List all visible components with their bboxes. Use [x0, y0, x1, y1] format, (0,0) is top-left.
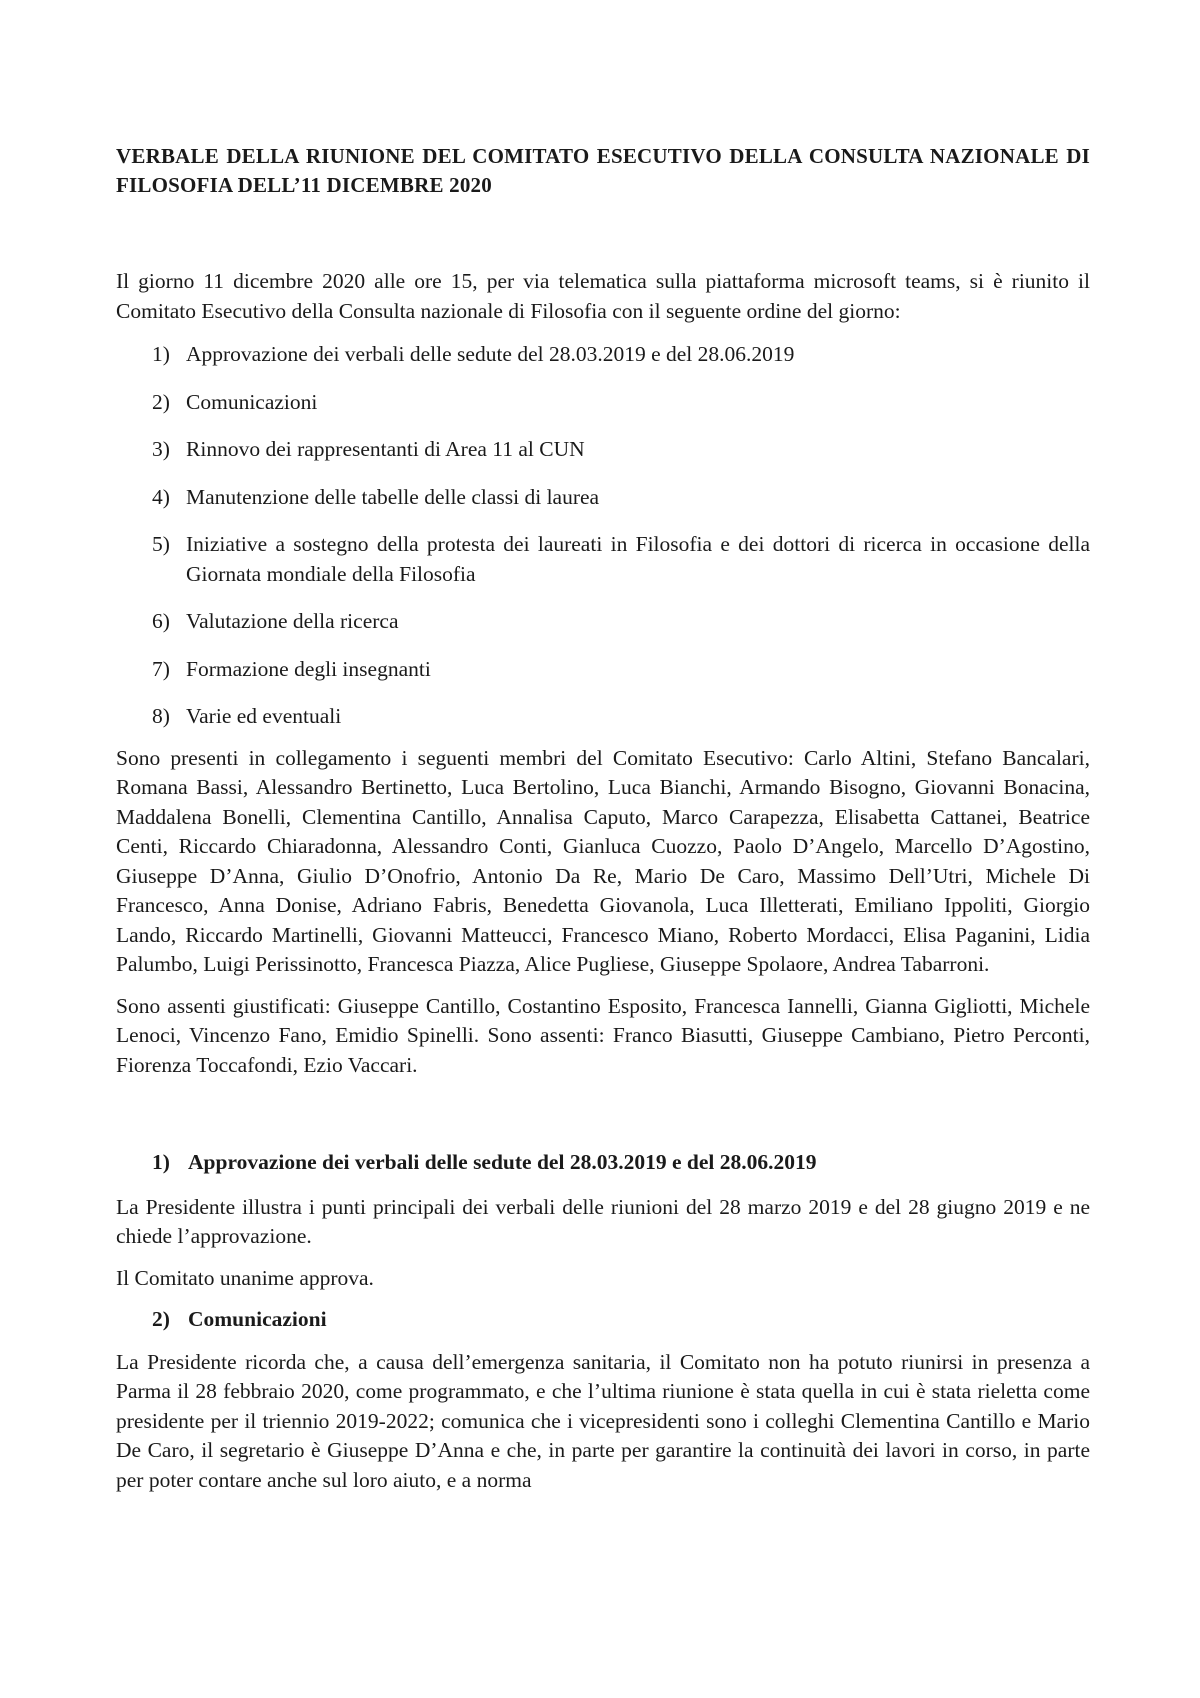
agenda-item-text: Approvazione dei verbali delle sedute del 28.03.2019 e del 28.06.2019 [186, 342, 795, 366]
document-title: VERBALE DELLA RIUNIONE DEL COMITATO ESECUTIVO DELLA CONSULTA NAZIONALE DI FILOSOFIA DELL’11 DICEMBRE 2020 [116, 144, 1090, 197]
agenda-item [116, 483, 1090, 513]
absent-members-paragraph: Sono assenti giustificati: Giuseppe Cantillo, Costantino Esposito, Francesca Iannelli, Gianna Gigliotti, Michele Lenoci, Vincenzo Fano, Emidio Spinelli. Sono assenti: Franco Biasutti, Giuseppe Cambiano, Pietro Perconti, Fiorenza Toccafondi, Ezio Vaccari. [116, 993, 1090, 1077]
section-2-number: 2) [152, 1307, 170, 1331]
agenda-item-number: 8) [152, 704, 170, 728]
section-2-heading [116, 1305, 1090, 1335]
agenda-item [116, 340, 1090, 370]
agenda-item [116, 435, 1090, 465]
section-1-title: Approvazione dei verbali delle sedute del 28.03.2019 e del 28.06.2019 [188, 1150, 817, 1174]
approval-statement: Il Comitato unanime approva. [116, 1265, 374, 1290]
section-2-paragraph: La Presidente ricorda che, a causa dell’emergenza sanitaria, il Comitato non ha potuto riunirsi in presenza a Parma il 28 febbraio 2020, come programmato, e che l’ultima riunione è stata quella in cui è stata rieletta come presidente per il triennio 2019-2022; comunica che i vicepresidenti sono i colleghi Clementina Cantillo e Mario De Caro, il segretario è Giuseppe D’Anna e che, in parte per garantire la continuità dei lavori in corso, in parte per poter contare anche sul loro aiuto, e a norma [116, 1349, 1090, 1492]
agenda-item [116, 388, 1090, 418]
agenda-item-text: Comunicazioni [186, 389, 318, 414]
agenda-item-text: Formazione degli insegnanti [186, 656, 431, 681]
section-1-heading [116, 1148, 1090, 1178]
agenda-item-number: 1) [152, 342, 170, 366]
agenda-item [116, 655, 1090, 685]
agenda-item-text: Rinnovo dei rappresentanti di Area 11 al CUN [186, 437, 585, 461]
document-body [116, 142, 1090, 1495]
agenda-item [116, 530, 1090, 589]
agenda-item-number: 6) [152, 609, 170, 633]
agenda-item-text: Valutazione della ricerca [186, 609, 399, 633]
section-1-paragraph: La Presidente illustra i punti principali dei verbali delle riunioni del 28 marzo 2019 e del 28 giugno 2019 e ne chiede l’approvazione. [116, 1194, 1090, 1248]
agenda-item-text: Manutenzione delle tabelle delle classi di laurea [186, 484, 600, 509]
agenda-item-number: 7) [152, 656, 170, 681]
intro-paragraph: Il giorno 11 dicembre 2020 alle ore 15, per via telematica sulla piattaforma microsoft teams, si è riunito il Comitato Esecutivo della Consulta nazionale di Filosofia con il seguente ordine del giorno: [116, 269, 1090, 323]
agenda-item-text: Iniziative a sostegno della protesta dei laureati in Filosofia e dei dottori di ricerca in occasione della Giornata mondiale della Filosofia [186, 532, 1090, 586]
present-members-paragraph: Sono presenti in collegamento i seguenti membri del Comitato Esecutivo: Carlo Altini, Stefano Bancalari, Romana Bassi, Alessandro Bertinetto, Luca Bertolino, Luca Bianchi, Armando Bisogno, Giovanni Bonacina, Maddalena Bonelli, Clementina Cantillo, Annalisa Caputo, Marco Carapezza, Elisabetta Cattanei, Beatrice Centi, Riccardo Chiaradonna, Alessandro Conti, Gianluca Cuozzo, Paolo D’Angelo, Marcello D’Agostino, Giuseppe D’Anna, Giulio D’Onofrio, Antonio Da Re, Mario De Caro, Massimo Dell’Utri, Michele Di Francesco, Anna Donise, Adriano Fabris, Benedetta Giovanola, Luca Illetterati, Emiliano Ippoliti, Giorgio Lando, Riccardo Martinelli, Giovanni Matteucci, Francesco Miano, Roberto Mordacci, Elisa Paganini, Lidia Palumbo, Luigi Perissinotto, Francesca Piazza, Alice Pugliese, Giuseppe Spolaore, Andrea Tabarroni. [116, 745, 1090, 976]
agenda-list [116, 340, 1090, 732]
agenda-item [116, 607, 1090, 637]
agenda-item-number: 3) [152, 437, 170, 461]
agenda-item-number: 2) [152, 389, 170, 414]
section-2-title: Comunicazioni [188, 1307, 327, 1331]
agenda-item-text: Varie ed eventuali [186, 704, 342, 728]
agenda-item [116, 702, 1090, 732]
section-1-number: 1) [152, 1150, 170, 1174]
agenda-item-number: 4) [152, 484, 170, 509]
agenda-item-number: 5) [152, 532, 170, 556]
